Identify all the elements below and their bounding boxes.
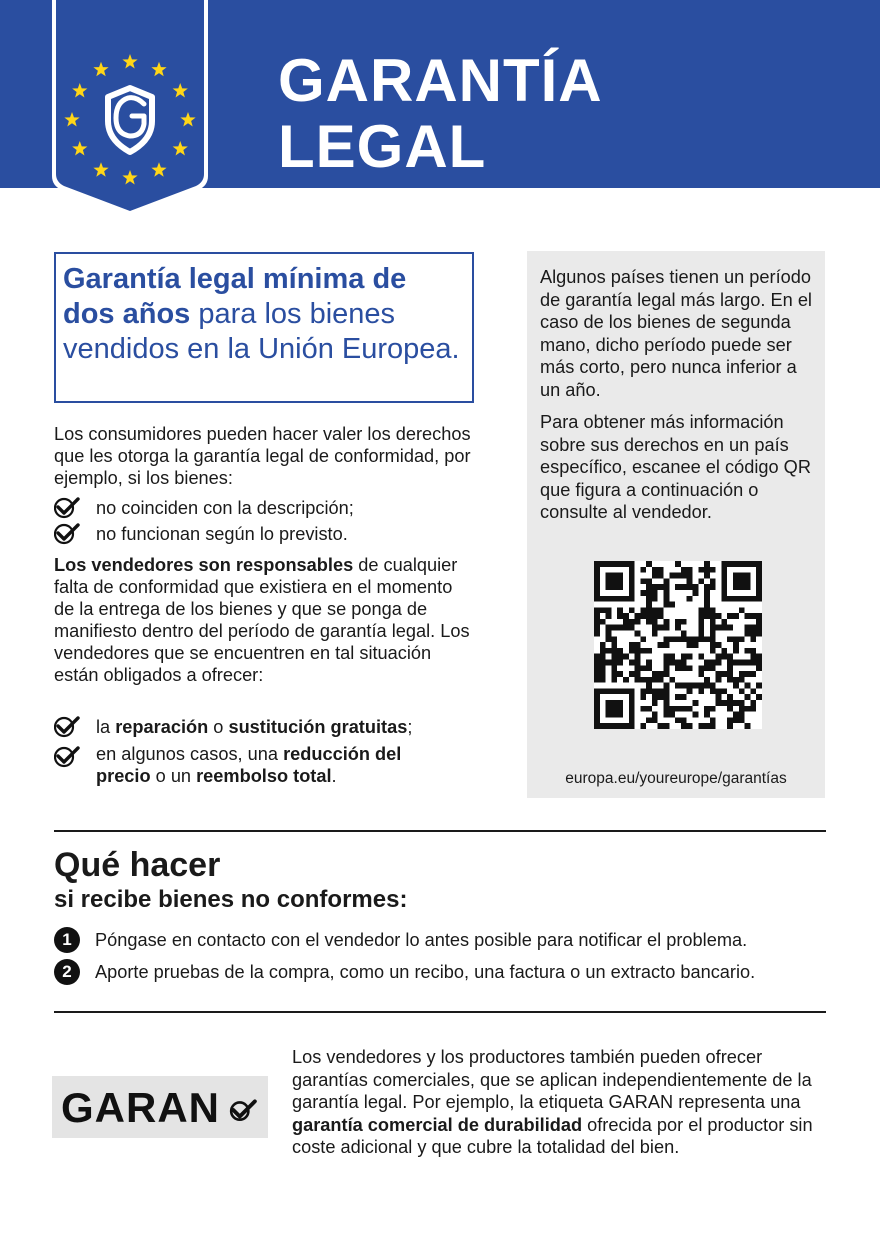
remedy-1-a: la (96, 717, 116, 737)
check-mark-icon (54, 716, 80, 738)
sidebar-paragraph-2: Para obtener más información sobre sus derechos en un país específico, escanee el código QR que figura a continuación o consulte al vendedor. (540, 412, 811, 522)
garan-logo-text: GARAN (61, 1084, 220, 1131)
info-sidebar (527, 251, 825, 798)
remedy-2-b: reducción del precio (96, 744, 402, 786)
remedy-2-e: . (331, 766, 337, 786)
commercial-text-b: ofrecida por el productor sin coste adicional y que cubre la totalidad del bien. (292, 1114, 813, 1158)
rights-intro: Los consumidores pueden hacer valer los derechos que les otorga la garantía legal de conformidad, por ejemplo, si los bienes: (54, 424, 471, 488)
lead-bold: Garantía legal mínima de dos años (63, 263, 407, 330)
commercial-text-a: Los vendedores y los productores también pueden ofrecer garantías comerciales, que se aplican independientemente de la garantía legal. Por ejemplo, la etiqueta GARAN representa una (292, 1047, 812, 1113)
title-line-1: GARANTÍA (278, 47, 603, 114)
commercial-text-bold: garantía comercial de durabilidad (292, 1114, 583, 1135)
sellers-rest: de cualquier falta de conformidad que existiera en el momento de la entrega de los bienes y que se ponga de manifiesto dentro del período de garantía legal. Los vendedores que se encuentren en tal situación están obligados a ofrecer: (54, 555, 470, 685)
rights-item-2-text: no funcionan según lo previsto. (96, 524, 348, 544)
check-mark-icon (54, 523, 80, 545)
remedy-1-b: reparación (115, 717, 209, 737)
page-title (278, 48, 603, 180)
remedy-1-e: ; (407, 717, 413, 737)
check-mark-icon (54, 497, 80, 519)
lead-statement-box (54, 252, 474, 403)
eu-stars-g-shield-icon (52, 0, 208, 218)
garan-logo (52, 1076, 268, 1138)
remedy-2-d: reembolso total (196, 766, 332, 786)
step-number-badge: 1 (54, 927, 80, 953)
commercial-guarantee-text (292, 1046, 837, 1159)
info-url-link[interactable]: europa.eu/youreurope/garantías (565, 770, 787, 787)
title-line-2: LEGAL (278, 113, 487, 180)
sellers-paragraph (54, 554, 474, 686)
step-number-badge: 2 (54, 959, 80, 985)
remedy-item-1-text (96, 716, 476, 738)
remedy-2-a: en algunos casos, una (96, 744, 284, 764)
what-to-do-heading: Qué hacer (54, 846, 221, 884)
step-2-text: Aporte pruebas de la compra, como un recibo, una factura o un extracto bancario. (95, 962, 756, 982)
remedy-item-2-text (96, 743, 441, 787)
divider-top (54, 830, 826, 832)
lead-rest: para los bienes vendidos en la Unión Europea. (63, 298, 460, 365)
sidebar-paragraph-1: Algunos países tienen un período de garantía legal más largo. En el caso de los bienes de segunda mano, dicho período puede ser más corto, pero nunca inferior a un año. (540, 267, 812, 400)
what-to-do-subheading: si recibe bienes no conformes: (54, 886, 408, 913)
rights-item-1-text: no coinciden con la descripción; (96, 498, 354, 518)
divider-bottom (54, 1011, 826, 1013)
qr-code-icon[interactable] (594, 561, 762, 729)
remedy-1-c: o (208, 717, 229, 737)
remedy-1-d: sustitución gratuitas (228, 717, 408, 737)
remedy-2-c: o un (150, 766, 197, 786)
sellers-bold: Los vendedores son responsables (54, 555, 354, 575)
check-mark-icon (54, 746, 80, 768)
check-mark-icon (229, 1098, 257, 1122)
step-1-text: Póngase en contacto con el vendedor lo antes posible para notificar el problema. (95, 930, 748, 950)
